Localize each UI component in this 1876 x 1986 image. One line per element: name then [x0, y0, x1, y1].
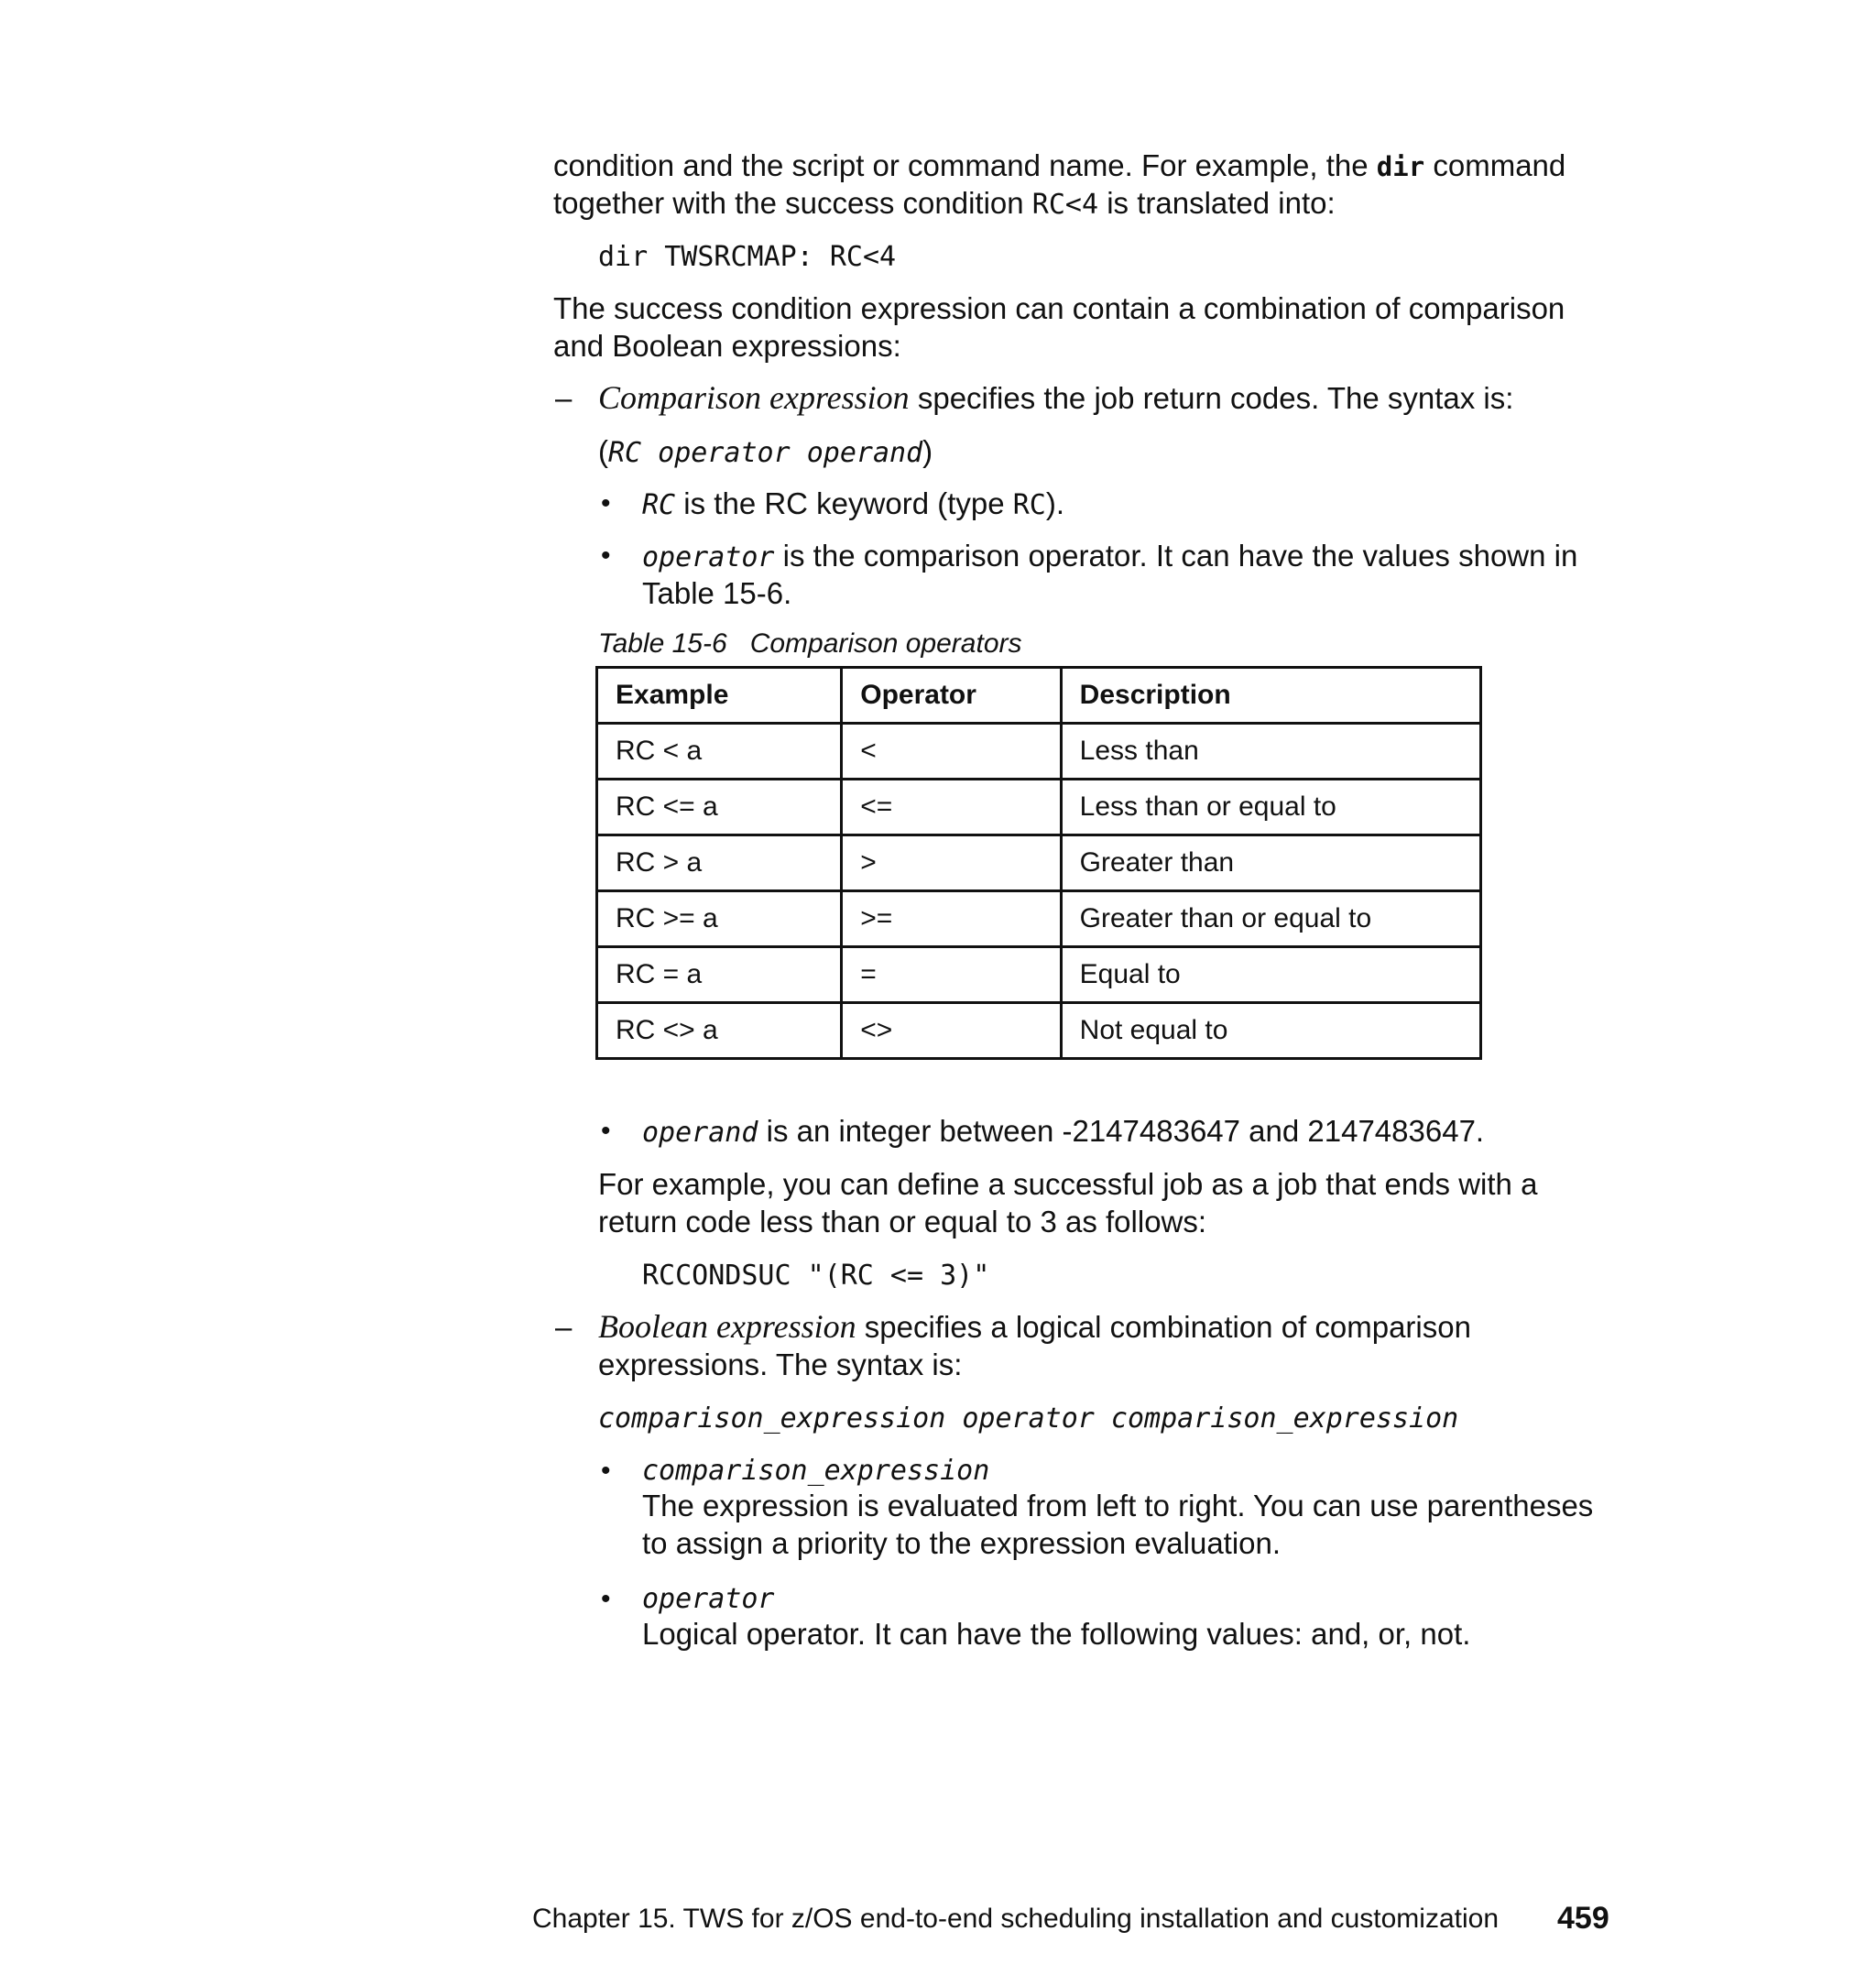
bullet-marker: •	[601, 1116, 611, 1146]
page-number: 459	[1557, 1901, 1609, 1936]
table-row	[597, 1003, 1481, 1059]
comparison-expression-line: Comparison expression specifies the job return codes. The syntax is:	[598, 379, 1514, 416]
bullet-operator-desc: Logical operator. It can have the following values: and, or, not.	[642, 1617, 1471, 1651]
table-header-row	[597, 668, 1481, 724]
table-row	[597, 891, 1481, 947]
intro-example-code: dir TWSRCMAP: RC<4	[598, 241, 897, 273]
cell-description: Greater than or equal to	[1061, 891, 1480, 947]
bullet-comparison-expression-line-2: to assign a priority to the expression evaluation.	[642, 1526, 1282, 1560]
cell-example: RC <= a	[597, 780, 842, 835]
cell-example: RC = a	[597, 947, 842, 1003]
cell-operator: >	[842, 835, 1061, 891]
cell-description: Not equal to	[1061, 1003, 1480, 1059]
example-para-line-1: For example, you can define a successful job as a job that ends with a	[598, 1167, 1538, 1201]
bullet-marker: •	[601, 488, 611, 518]
dir-code: dir	[1376, 151, 1425, 182]
table-row	[597, 724, 1481, 780]
cell-operator: <	[842, 724, 1061, 780]
bullet-comparison-expression-term: comparison_expression	[642, 1455, 990, 1487]
dash-marker: –	[555, 381, 573, 415]
bullet-operator-line-2: Table 15-6.	[642, 576, 792, 610]
cell-example: RC > a	[597, 835, 842, 891]
boolean-syntax: comparison_expression operator comparison_expression	[598, 1402, 1459, 1435]
comparison-syntax: (RC operator operand)	[598, 434, 933, 469]
example-para-line-2: return code less than or equal to 3 as follows:	[598, 1205, 1207, 1239]
bullet-marker: •	[601, 1456, 611, 1486]
boolean-expression-line-1: Boolean expression specifies a logical combination of comparison	[598, 1308, 1471, 1345]
chapter-footer: Chapter 15. TWS for z/OS end-to-end scheduling installation and customization	[532, 1904, 1500, 1934]
success-para-line-1: The success condition expression can contain a combination of comparison	[553, 291, 1565, 325]
cell-description: Less than or equal to	[1061, 780, 1480, 835]
cell-description: Greater than	[1061, 835, 1480, 891]
header-operator: Operator	[842, 668, 1061, 724]
rc4-code: RC<4	[1031, 189, 1099, 221]
cell-operator: =	[842, 947, 1061, 1003]
cell-operator: >=	[842, 891, 1061, 947]
intro-line-1: condition and the script or command name. For example, the dir command	[553, 148, 1566, 182]
cell-example: RC >= a	[597, 891, 842, 947]
comparison-term: Comparison expression	[598, 379, 910, 416]
cell-description: Equal to	[1061, 947, 1480, 1003]
boolean-term: Boolean expression	[598, 1308, 856, 1345]
table-caption: Table 15-6 Comparison operators	[598, 628, 1022, 659]
bullet-operator-term: operator	[642, 1583, 775, 1615]
bullet-operand: operand is an integer between -2147483647 and 2147483647.	[642, 1114, 1485, 1149]
success-para-line-2: and Boolean expressions:	[553, 329, 901, 363]
cell-operator: <>	[842, 1003, 1061, 1059]
bullet-marker: •	[601, 540, 611, 571]
header-description: Description	[1061, 668, 1480, 724]
bullet-comparison-expression-line-1: The expression is evaluated from left to right. You can use parentheses	[642, 1489, 1594, 1522]
cell-example: RC < a	[597, 724, 842, 780]
bullet-marker: •	[601, 1584, 611, 1614]
rccondsuc-code: RCCONDSUC "(RC <= 3)"	[642, 1260, 990, 1292]
table-row	[597, 780, 1481, 835]
cell-description: Less than	[1061, 724, 1480, 780]
boolean-expression-line-2: expressions. The syntax is:	[598, 1348, 963, 1381]
bullet-rc: RC is the RC keyword (type RC).	[642, 486, 1065, 521]
table-row	[597, 947, 1481, 1003]
dash-marker: –	[555, 1310, 573, 1344]
comparison-operators-table	[595, 666, 1482, 1060]
table-row	[597, 835, 1481, 891]
header-example: Example	[597, 668, 842, 724]
cell-operator: <=	[842, 780, 1061, 835]
cell-example: RC <> a	[597, 1003, 842, 1059]
intro-line-2: together with the success condition RC<4 is translated into:	[553, 186, 1336, 221]
bullet-operator-line-1: operator is the comparison operator. It can have the values shown in	[642, 539, 1578, 573]
